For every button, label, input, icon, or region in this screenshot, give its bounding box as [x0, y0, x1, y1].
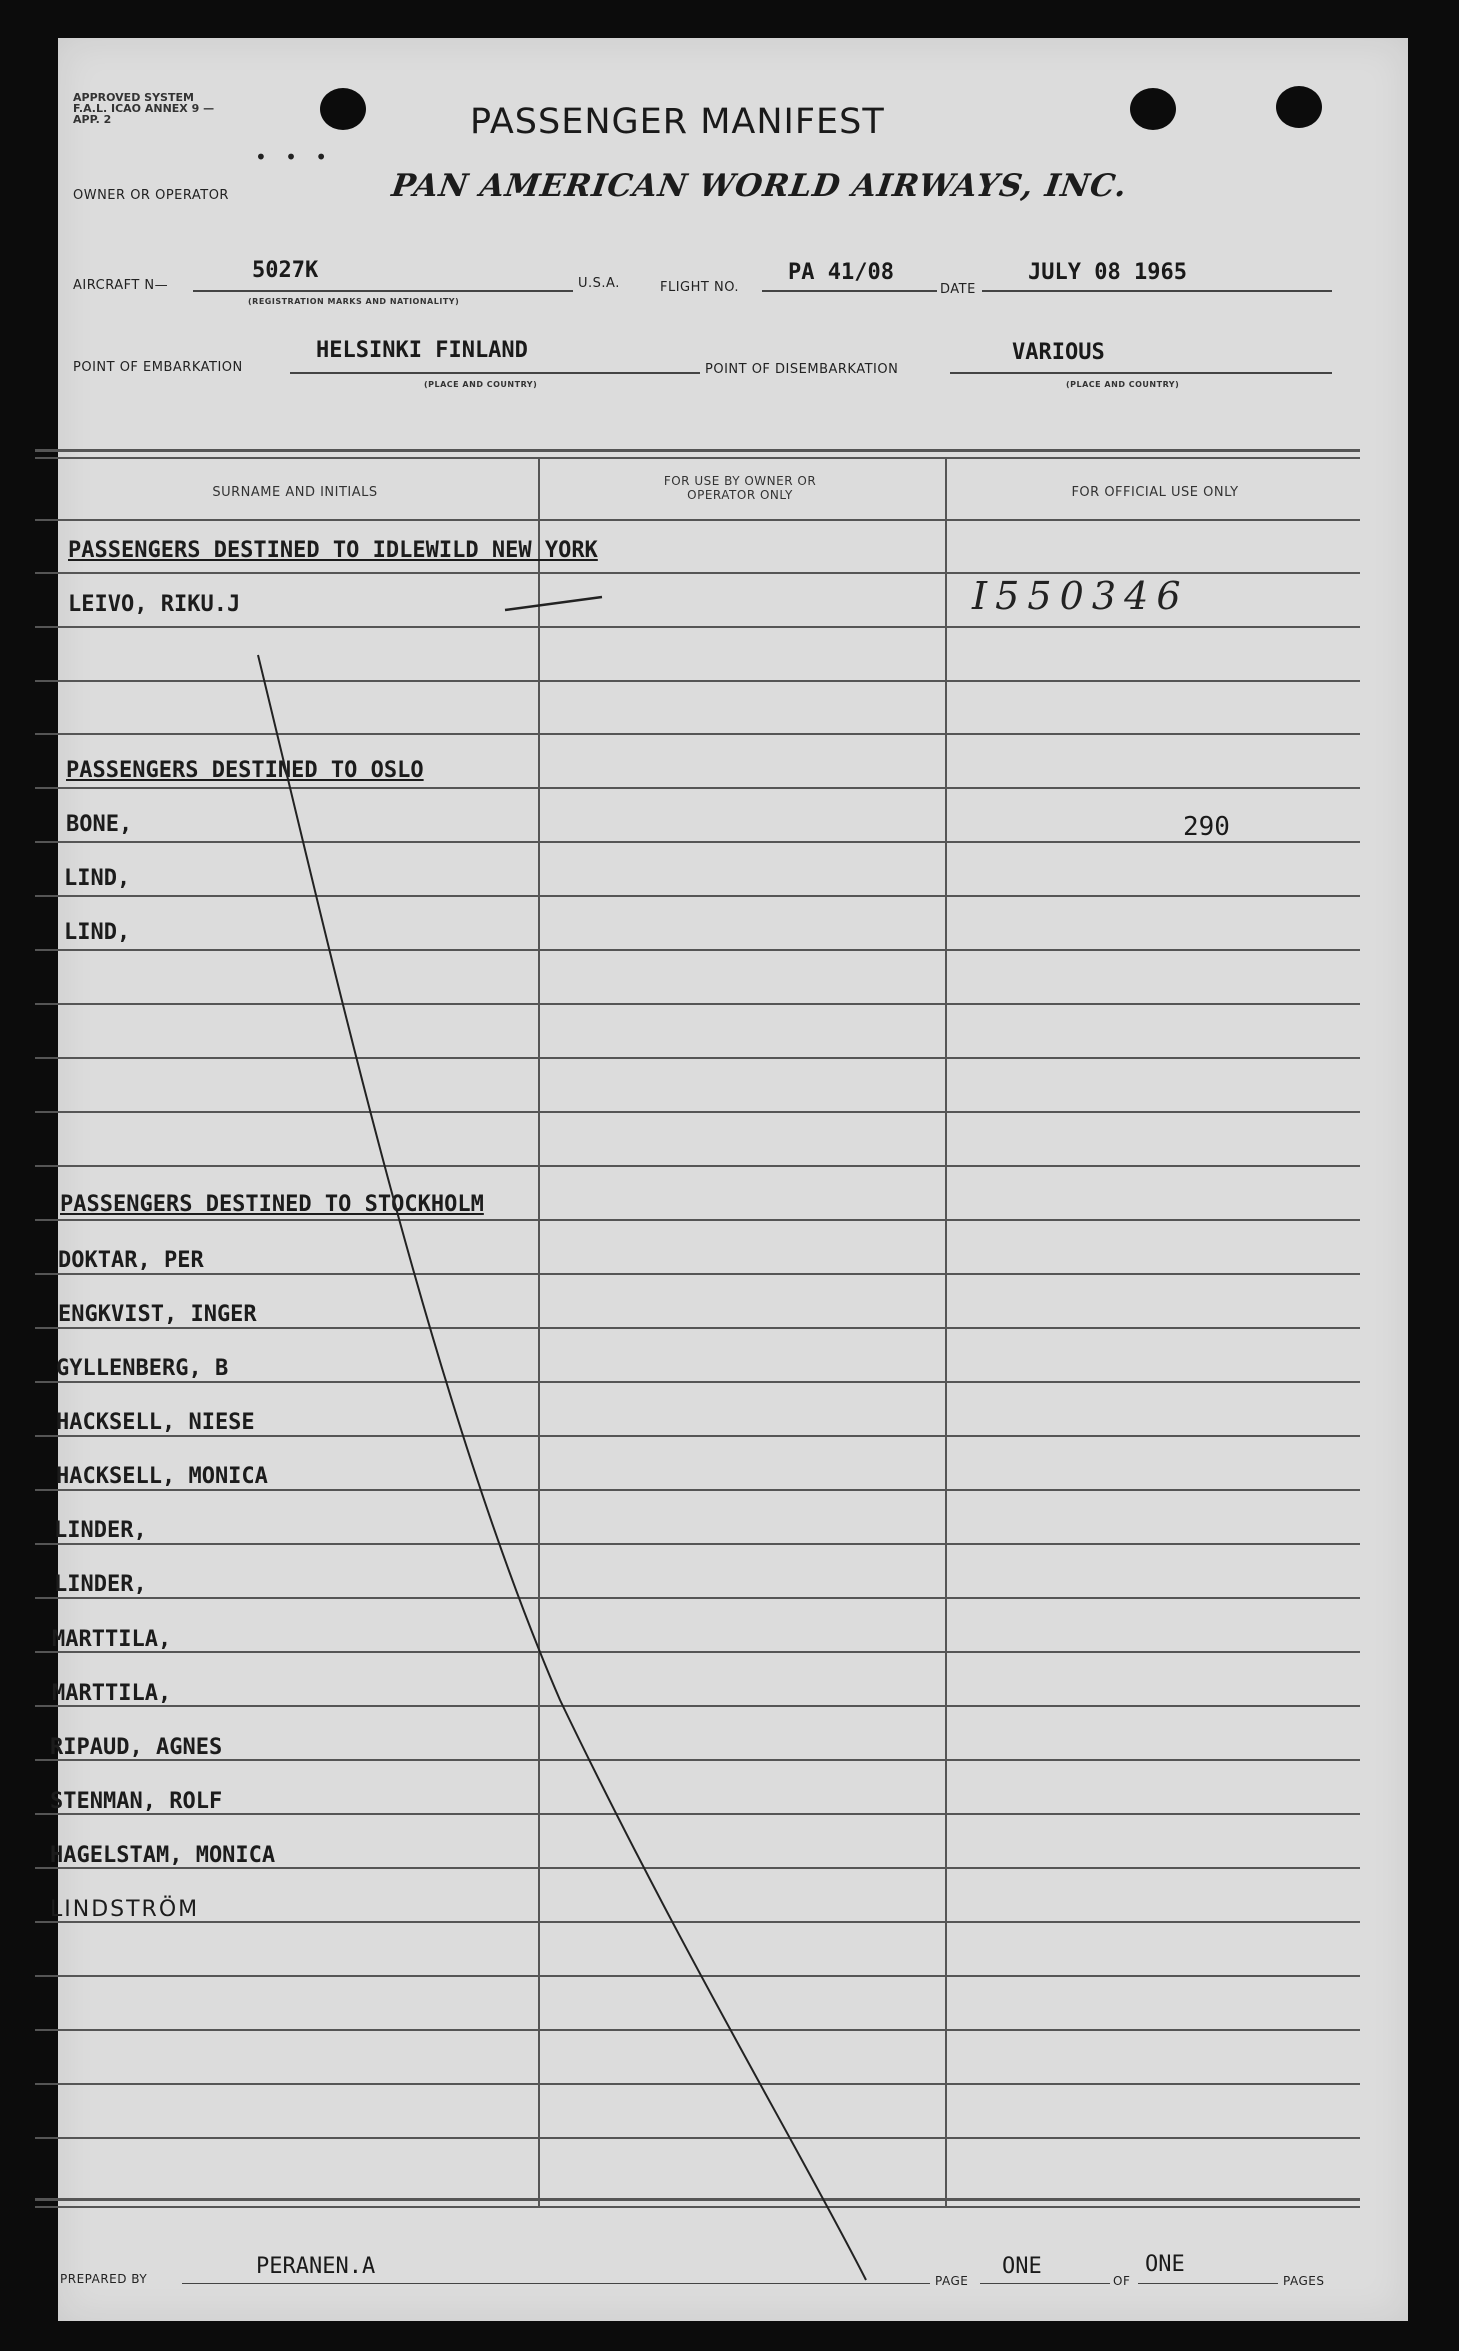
passenger-row: LINDER, — [54, 1572, 147, 1597]
passenger-row: LEIVO, RIKU.J — [68, 592, 241, 617]
date-value: JULY 08 1965 — [1028, 260, 1187, 285]
passenger-row: GYLLENBERG, B — [56, 1356, 229, 1381]
passenger-row: RIPAUD, AGNES — [50, 1735, 223, 1760]
passenger-row: STENMAN, ROLF — [50, 1789, 223, 1814]
passenger-row: DOKTAR, PER — [58, 1248, 204, 1273]
embarkation-label: POINT OF EMBARKATION — [73, 360, 243, 375]
page-label: PAGE — [935, 2274, 969, 2288]
passenger-row: MARTTILA, — [52, 1681, 172, 1706]
flight-label: FLIGHT NO. — [660, 280, 740, 295]
of-underline — [1138, 2283, 1278, 2284]
page-value: ONE — [1002, 2254, 1042, 2279]
passenger-row: HACKSELL, MONICA — [56, 1464, 268, 1489]
section-header-new-york: PASSENGERS DESTINED TO IDLEWILD NEW YORK — [68, 538, 598, 563]
of-value: ONE — [1145, 2252, 1185, 2277]
passenger-row: LIND, — [64, 866, 131, 891]
passenger-row: ENGKVIST, INGER — [58, 1302, 257, 1327]
passenger-row: LINDER, — [54, 1518, 147, 1543]
column-header-owner-use: FOR USE BY OWNER OR OPERATOR ONLY — [663, 474, 817, 502]
operator-name: PAN AMERICAN WORLD AIRWAYS, INC. — [389, 168, 1130, 204]
decorative-dots: • • • — [255, 145, 334, 169]
date-label: DATE — [940, 282, 976, 297]
embarkation-caption: (PLACE AND COUNTRY) — [424, 380, 538, 389]
usa-label: U.S.A. — [578, 276, 620, 291]
owner-label: OWNER OR OPERATOR — [73, 188, 229, 203]
approval-note: APPROVED SYSTEM F.A.L. ICAO ANNEX 9 — APP. 2 — [73, 91, 215, 126]
passenger-row: MARTTILA, — [52, 1627, 172, 1652]
of-label: OF — [1113, 2274, 1131, 2288]
passenger-row: HAGELSTAM, MONICA — [50, 1843, 276, 1868]
passenger-row: LIND, — [64, 920, 131, 945]
pages-label: PAGES — [1283, 2274, 1325, 2288]
disembarkation-value: VARIOUS — [1012, 340, 1105, 365]
embarkation-value: HELSINKI FINLAND — [316, 338, 528, 363]
passenger-row-handwritten: LINDSTRÖM — [50, 1897, 200, 1922]
official-entry-leivo: I 5 5 0 3 4 6 — [972, 574, 1179, 618]
section-header-stockholm: PASSENGERS DESTINED TO STOCKHOLM — [60, 1192, 484, 1217]
passenger-row: HACKSELL, NIESE — [56, 1410, 255, 1435]
prepared-by-underline — [182, 2283, 930, 2284]
registration-caption: (REGISTRATION MARKS AND NATIONALITY) — [248, 297, 460, 306]
page-underline — [980, 2283, 1110, 2284]
passenger-row: BONE, — [66, 812, 133, 837]
official-entry-bone: 290 — [1183, 812, 1230, 842]
form-title: PASSENGER MANIFEST — [470, 102, 885, 142]
section-header-oslo: PASSENGERS DESTINED TO OSLO — [66, 758, 424, 783]
aircraft-value: 5027K — [252, 258, 319, 283]
flight-value: PA 41/08 — [788, 260, 894, 285]
column-header-official-use: FOR OFFICIAL USE ONLY — [1071, 485, 1239, 500]
prepared-by-value: PERANEN.A — [256, 2254, 376, 2279]
disembarkation-label: POINT OF DISEMBARKATION — [705, 362, 899, 377]
aircraft-label: AIRCRAFT N— — [73, 278, 169, 293]
column-header-surname: SURNAME AND INITIALS — [212, 485, 378, 500]
prepared-by-label: PREPARED BY — [60, 2272, 148, 2286]
disembarkation-caption: (PLACE AND COUNTRY) — [1066, 380, 1180, 389]
